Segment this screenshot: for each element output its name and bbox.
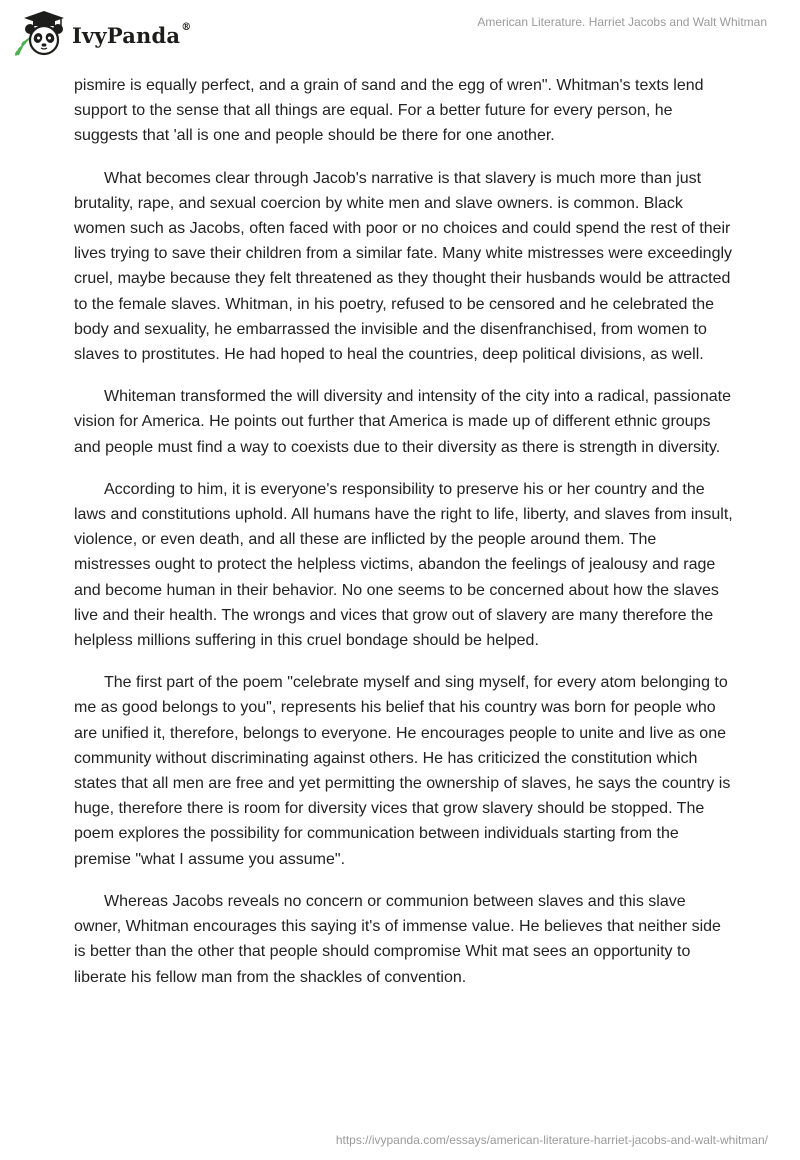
brand-name: IvyPanda® xyxy=(72,21,192,48)
source-url-link[interactable]: https://ivypanda.com/essays/american-literature-harriet-jacobs-and-walt-whitman/ xyxy=(335,1133,768,1147)
panda-logo-icon xyxy=(12,9,68,57)
paragraph: Whiteman transformed the will diversity and intensity of the city into a radical, passionate vision for America. He points out further that America is made up of different ethnic groups and people must find a way to coexists due to their diversity as there is strength in diversity. xyxy=(74,388,731,456)
essay-body xyxy=(74,73,734,1007)
paragraph: Whereas Jacobs reveals no concern or communion between slaves and this slave owner, Whitman encourages this saying it's of immense value. He believes that neither side is better than the other that people should compromise Whit mat sees an opportunity to liberate his fellow man from the shackles of convention. xyxy=(74,892,721,986)
paragraph: What becomes clear through Jacob's narrative is that slavery is much more than just brutality, rape, and sexual coercion by white men and slave owners. is common. Black women such as Jacobs, often faced with poor or no choices and could spend the rest of their lives trying to save their children from a similar fate. Many white mistresses were exceedingly cruel, maybe because they felt threatened as they thought their husbands would be attracted to the female slaves. Whitman, in his poetry, refused to be censored and he celebrated the body and sexuality, he embarrassed the invisible and the disenfranchised, from women to slaves to prostitutes. He had hoped to heal the countries, deep political divisions, as well. xyxy=(74,169,733,364)
brand-logo[interactable] xyxy=(12,9,191,57)
paragraph: The first part of the poem "celebrate myself and sing myself, for every atom belonging to me as good belongs to you", represents his belief that his country was born for people who are unified it, therefore, belongs to everyone. He encourages people to unite and live as one community without discriminating against others. He has criticized the constitution which states that all men are free and yet permitting the ownership of slaves, he says the country is huge, therefore there is room for diversity vices that grow slavery should be stopped. The poem explores the possibility for communication between individuals starting from the premise "what I assume you assume". xyxy=(74,674,731,868)
document-title: American Literature. Harriet Jacobs and Walt Whitman xyxy=(477,15,767,29)
paragraph: According to him, it is everyone's responsibility to preserve his or her country and the laws and constitutions uphold. All humans have the right to life, liberty, and slaves from insult, violence, or even death, and all these are inflicted by the people around them. The mistresses ought to protect the helpless victims, abandon the feelings of jealousy and rage and become human in their behavior. No one seems to be concerned about how the slaves live and their health. The wrongs and vices that grow out of slavery are many therefore the helpless millions suffering in this cruel bondage should be helped. xyxy=(74,480,733,650)
paragraph-continued: pismire is equally perfect, and a grain of sand and the egg of wren". Whitman's texts lend support to the sense that all things are equal. For a better future for every person, he suggests that 'all is one and people should be there for one another. xyxy=(74,77,704,145)
registered-mark: ® xyxy=(181,21,192,33)
page-header xyxy=(0,0,800,70)
